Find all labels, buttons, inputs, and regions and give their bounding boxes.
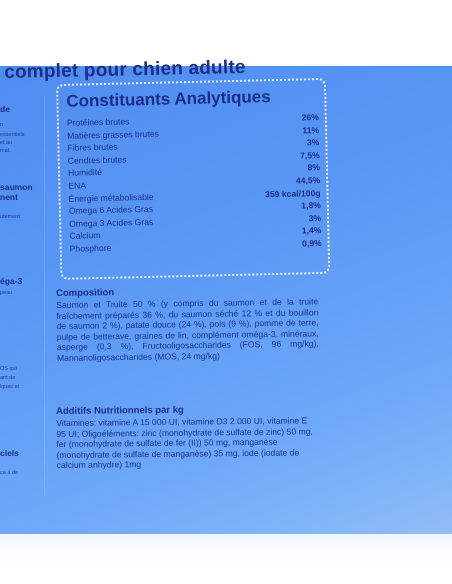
row-label: Humidité (67, 167, 103, 179)
left-text: nent (0, 192, 18, 202)
row-value: 8% (307, 162, 321, 173)
additives-text: Vitamines: vitamine A 15 000 UI, vitamine D3 2 000 UI, vitamine E 95 UI; Oligoéléments: zinc (monohydrate de sulfate de zinc) 50 mg, fer (monohydrate de sulfate de fer (II)) 50 mg, manganèse (monohydrate de sulfate de manganèse) 35 mg, iode (iodate de calcium anhydre) 1mg (56, 415, 313, 471)
row-label: Omega 3 Acides Gras (69, 216, 154, 229)
row-label: Matières grasses brutes (67, 128, 159, 141)
background-top (0, 0, 452, 66)
row-label: Calcium (69, 230, 101, 242)
row-value: 0,9% (301, 237, 322, 249)
left-text: et au (0, 140, 13, 146)
row-label: Cendres brutes (67, 154, 127, 166)
composition-section (56, 284, 319, 363)
left-text: ce à de (0, 470, 19, 476)
row-value: 26% (301, 112, 319, 123)
column-divider (44, 96, 45, 496)
left-text: éga-3 (0, 276, 23, 286)
row-label: Énergie métabolisable (68, 191, 154, 204)
row-value: 3% (308, 212, 322, 224)
left-text: saumon (0, 182, 33, 192)
analytics-title: Constituants Analytiques (66, 87, 271, 111)
headline: complet pour chien adulte (4, 56, 246, 83)
left-text: de (0, 104, 10, 114)
row-label: Omega 6 Acides Gras (68, 203, 154, 216)
analytics-box (56, 78, 330, 280)
left-text: ciels (0, 448, 19, 458)
left-text: iques et (0, 384, 20, 390)
row-label: ENA (68, 180, 87, 191)
row-label: Phosphore (69, 242, 112, 254)
left-text: mal. (0, 148, 11, 154)
additives-title: Additifs Nutritionnels par kg (56, 404, 184, 417)
left-text: peau (0, 290, 13, 296)
row-value: 11% (302, 124, 320, 136)
composition-text: Saumon et Truite 50 % (y compris du saumon et de la truite fraîchement préparés 36 %, du saumon séché 12 % et du bouillon de saumon 2 %), patate douce (24 %), pois (9 %), pomme de terre, pulpe de betterave, graines de lin, complément oméga-3, minéraux, asperge (0,3 %), Fructooligosaccharides (FOS, 96 mg/kg), Mannanoligosaccharides (MOS, 24 mg/kg) (56, 296, 319, 363)
additives-section (56, 403, 319, 471)
composition-title: Composition (56, 287, 115, 299)
row-value: 3% (306, 137, 320, 148)
left-text: n (0, 122, 4, 128)
left-text: ant de (0, 375, 16, 381)
row-value: 1,8% (301, 200, 321, 211)
row-label: Fibres brutes (67, 141, 118, 153)
analytics-table (67, 112, 322, 256)
left-text: OS qui (0, 366, 17, 372)
row-label: Protéines brutes (66, 116, 130, 128)
left-column-cut-text (0, 96, 40, 516)
background-bottom (0, 534, 452, 584)
row-value: 44,5% (295, 174, 321, 186)
row-value: 359 kcal/100g (264, 187, 321, 199)
row-value: 1,4% (301, 225, 322, 236)
left-text: essentiels (0, 132, 25, 138)
left-text: utement (0, 214, 20, 220)
row-value: 7,5% (299, 149, 320, 161)
